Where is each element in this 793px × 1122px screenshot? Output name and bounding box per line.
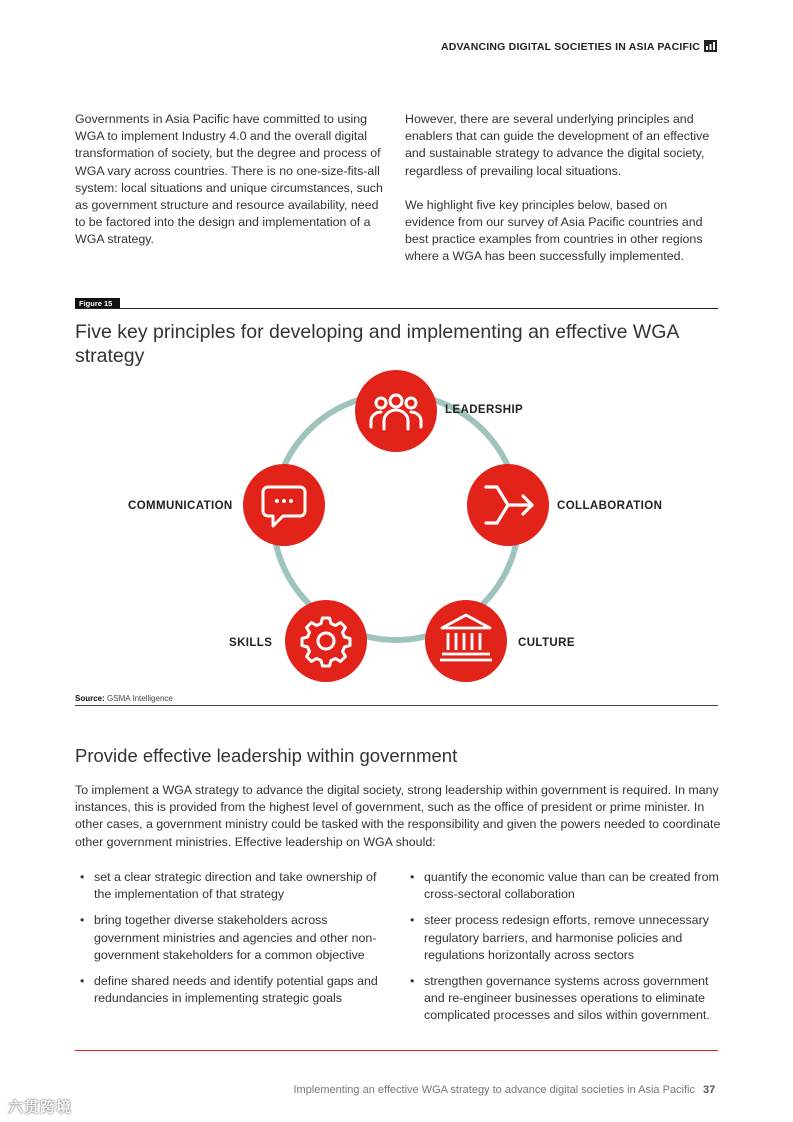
section-body: To implement a WGA strategy to advance the digital society, strong leadership within government is required. In many instances, this is provided from the highest level of government, such as the office of president or prime minister. In other cases, a government ministry could be tasked with the responsibility and given the powers needed to coordinate other government ministries. Effective leadership on WGA should: [75, 783, 721, 849]
skills-label: SKILLS [229, 637, 273, 649]
figure-title: Five key principles for developing and implementing an effective WGA strategy [75, 321, 679, 367]
figure-top-rule [75, 308, 718, 309]
section-title: Provide effective leadership within government [75, 745, 458, 766]
figure-label: Figure 15 [75, 298, 120, 309]
culture-node [425, 600, 507, 682]
leadership-node [355, 370, 437, 452]
principles-cycle-diagram [75, 370, 718, 690]
collaboration-label: COLLABORATION [557, 500, 663, 512]
list-item: • bring together diverse stakeholders across government ministries and agencies and other non-government stakeholders for a common objective [75, 912, 390, 964]
list-item: • define shared needs and identify potential gaps and redundancies in implementing strategic goals [75, 973, 390, 1007]
list-item: • set a clear strategic direction and take ownership of the implementation of that strategy [75, 869, 390, 903]
figure-source [75, 694, 173, 703]
intro-left-paragraph: Governments in Asia Pacific have committed to using WGA to implement Industry 4.0 and the overall digital transformation of society, but the degree and process of WGA vary across countries. There is no one-size-fits-all system: local situations and unique circumstances, such as government structure and resource availability, need to be factored into the design and implementation of a WGA strategy. [75, 112, 383, 247]
footer-rule [75, 1050, 718, 1051]
list-item: • steer process redesign efforts, remove unnecessary regulatory barriers, and harmonise policies and regulations horizontally across sectors [405, 912, 720, 964]
communication-node [243, 464, 325, 546]
watermark: 六贯跨境 [8, 1099, 73, 1116]
footer-text: Implementing an effective WGA strategy to advance digital societies in Asia Pacific [293, 1084, 695, 1096]
collaboration-node [467, 464, 549, 546]
intro-right-column [405, 111, 720, 266]
source-text: GSMA Intelligence [107, 694, 173, 703]
intro-right-paragraph: We highlight five key principles below, based on evidence from our survey of Asia Pacific countries and best practice examples from countries in other regions where a WGA has been successfully implemented. [405, 197, 703, 264]
culture-label: CULTURE [518, 637, 575, 649]
skills-node [285, 600, 367, 682]
running-header-title: ADVANCING DIGITAL SOCIETIES IN ASIA PACIFIC [440, 41, 700, 53]
figure-bottom-rule [75, 705, 718, 706]
intro-right-paragraph: However, there are several underlying principles and enablers that can guide the development of an effective and sustainable strategy to advance the digital society, regardless of prevailing local situations. [405, 112, 710, 178]
communication-label: COMMUNICATION [128, 500, 233, 512]
source-label: Source: [75, 694, 105, 703]
page-number: 37 [703, 1084, 716, 1096]
list-item: • quantify the economic value than can be created from cross-sectoral collaboration [405, 869, 720, 903]
list-item: • strengthen governance systems across government and re-engineer businesses operations to eliminate complicated processes and silos within government. [405, 973, 720, 1025]
bullet-list-left [75, 869, 390, 1016]
bullet-list-right [405, 869, 720, 1034]
report-logo-icon [704, 40, 717, 52]
leadership-label: LEADERSHIP [445, 404, 524, 416]
